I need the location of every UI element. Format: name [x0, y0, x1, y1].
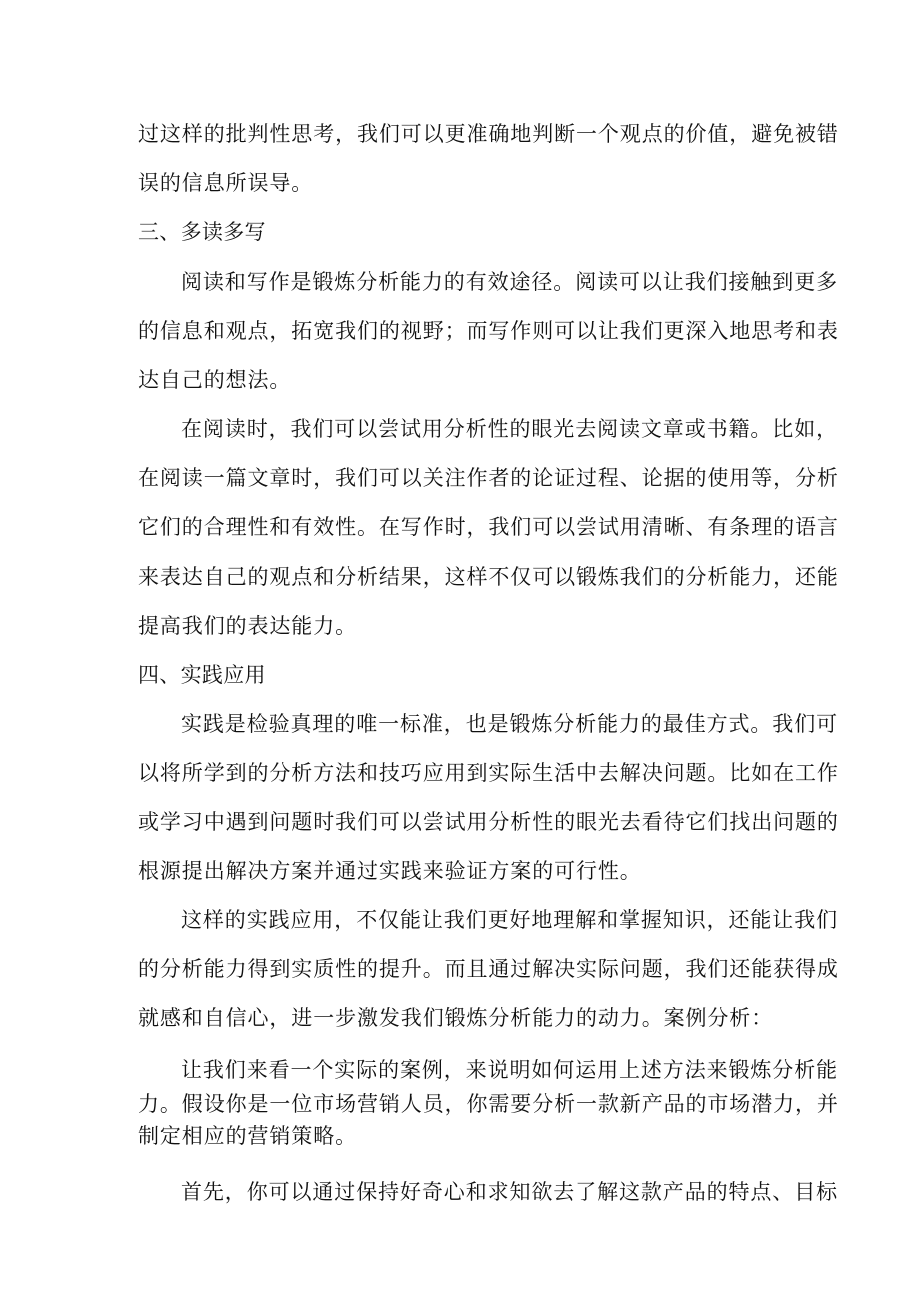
paragraph-line: 或学习中遇到问题时我们可以尝试用分析性的眼光去看待它们找出问题的 [138, 810, 839, 834]
paragraph-line: 的分析能力得到实质性的提升。而且通过解决实际问题，我们还能获得成 [138, 957, 839, 981]
paragraph-line: 首先，你可以通过保持好奇心和求知欲去了解这款产品的特点、目标 [181, 1180, 838, 1204]
paragraph-line: 在阅读时，我们可以尝试用分析性的眼光去阅读文章或书籍。比如， [181, 417, 838, 441]
paragraph-line: 力。假设你是一位市场营销人员，你需要分析一款新产品的市场潜力，并 [138, 1092, 839, 1116]
section-heading: 三、多读多写 [138, 220, 266, 244]
paragraph-line: 的信息和观点，拓宽我们的视野；而写作则可以让我们更深入地思考和表 [138, 319, 839, 343]
paragraph-line: 过这样的批判性思考，我们可以更准确地判断一个观点的价值，避免被错 [138, 122, 839, 146]
paragraph-line: 它们的合理性和有效性。在写作时，我们可以尝试用清晰、有条理的语言 [138, 515, 839, 539]
paragraph-line: 这样的实践应用，不仅能让我们更好地理解和掌握知识，还能让我们 [181, 908, 838, 932]
paragraph-line: 阅读和写作是锻炼分析能力的有效途径。阅读可以让我们接触到更多 [181, 270, 838, 294]
paragraph-line: 实践是检验真理的唯一标准，也是锻炼分析能力的最佳方式。我们可 [181, 712, 838, 736]
paragraph-line: 达自己的想法。 [138, 368, 292, 392]
paragraph-line: 根源提出解决方案并通过实践来验证方案的可行性。 [138, 859, 642, 883]
paragraph-line: 就感和自信心，进一步激发我们锻炼分析能力的动力。案例分析： [138, 1006, 774, 1030]
paragraph-line: 制定相应的营销策略。 [138, 1124, 357, 1148]
paragraph-line: 在阅读一篇文章时，我们可以关注作者的论证过程、论据的使用等，分析 [138, 466, 839, 490]
paragraph-line: 误的信息所误导。 [138, 171, 314, 195]
paragraph-line: 提高我们的表达能力。 [138, 614, 357, 638]
paragraph-line: 来表达自己的观点和分析结果，这样不仅可以锻炼我们的分析能力，还能 [138, 565, 839, 589]
paragraph-line: 让我们来看一个实际的案例，来说明如何运用上述方法来锻炼分析能 [181, 1058, 838, 1082]
paragraph-line: 以将所学到的分析方法和技巧应用到实际生活中去解决问题。比如在工作 [138, 761, 839, 785]
section-heading: 四、实践应用 [138, 663, 266, 687]
